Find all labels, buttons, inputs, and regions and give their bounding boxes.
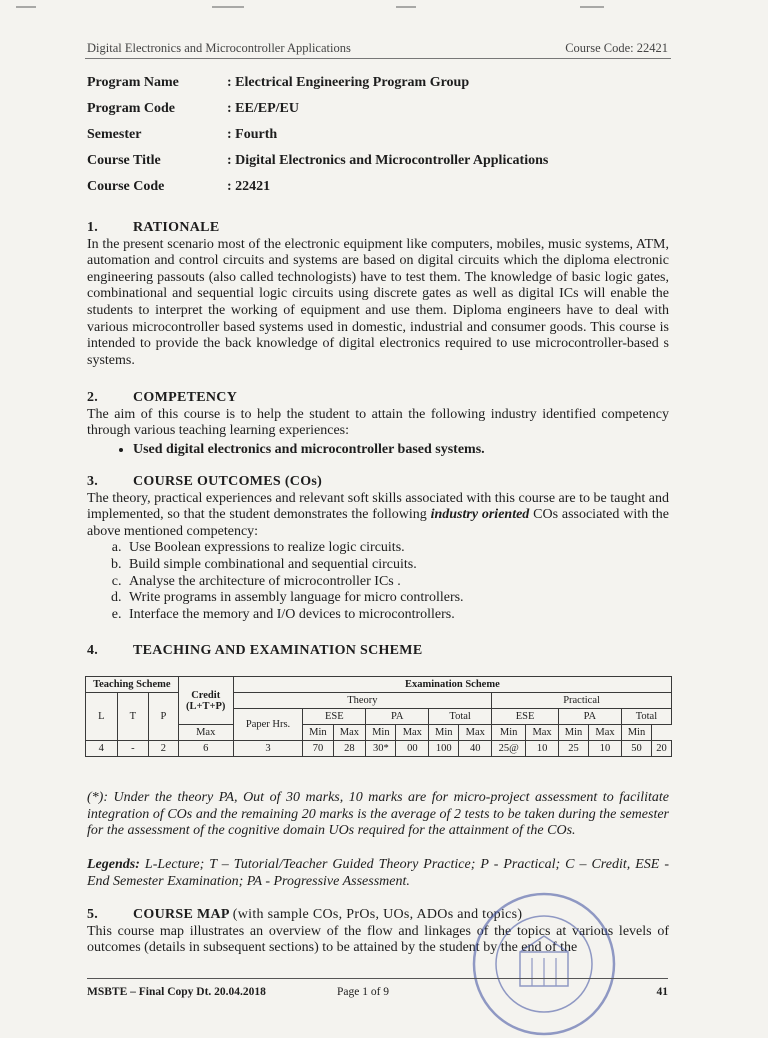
- min-header: Min: [621, 725, 651, 741]
- table-cell: 25@: [492, 741, 526, 757]
- theory-ese-header: ESE: [303, 709, 366, 725]
- header-course-code: Course Code: 22421: [565, 41, 668, 55]
- table-cell: 6: [178, 741, 233, 757]
- table-cell: 50: [621, 741, 651, 757]
- min-header: Min: [303, 725, 333, 741]
- outcome-item: b. Build simple combinational and sequential circuits.: [125, 557, 669, 574]
- max-header: Max: [589, 725, 622, 741]
- practical-header: Practical: [492, 693, 672, 709]
- section-title: COURSE OUTCOMES (COs): [133, 474, 323, 489]
- exam-scheme-header: Examination Scheme: [233, 677, 671, 693]
- info-value: : Fourth: [227, 127, 278, 142]
- scan-artifact: [396, 6, 416, 8]
- info-value: : 22421: [227, 179, 271, 194]
- page-number: Page 1 of 9: [337, 986, 390, 998]
- info-key: Program Code: [87, 101, 175, 116]
- legends: [87, 857, 669, 890]
- info-value: : Digital Electronics and Microcontroller Applications: [227, 153, 549, 168]
- outcomes-list: [87, 540, 669, 623]
- outcome-item: d. Write programs in assembly language for micro controllers.: [125, 590, 669, 607]
- table-cell: 70: [303, 741, 333, 757]
- info-row: [87, 179, 548, 205]
- section-title: COMPETENCY: [133, 390, 238, 405]
- info-key: Course Title: [87, 153, 161, 168]
- info-key: Semester: [87, 127, 142, 142]
- theory-total-header: Total: [429, 709, 492, 725]
- competency-item: • Used digital electronics and microcontroller based systems.: [133, 442, 669, 459]
- col-l: L: [86, 693, 118, 741]
- competency-list: [87, 442, 669, 459]
- practical-pa-header: PA: [558, 709, 621, 725]
- scheme-table: [85, 676, 672, 757]
- legends-label: Legends:: [87, 857, 140, 872]
- min-header: Min: [558, 725, 588, 741]
- outcomes-emphasis: industry oriented: [430, 507, 530, 523]
- info-key: Program Name: [87, 75, 179, 90]
- section-scheme: [87, 643, 669, 660]
- info-row: [87, 101, 548, 127]
- institution-seal: [466, 888, 622, 1038]
- rationale-text: In the present scenario most of the electronic equipment like computers, mobiles, music systems, ATM, automation and control circuits and systems are based on digital circuits which the diploma electronic engineering passouts (also called technologists) have to test them. The knowledge of basic logic gates, combinational and sequential logic circuits using discrete gates as well as digital ICs will enable the students to interpret the working of equipment and use them. Diploma engineers have to deal with various microcontroller based systems used in domestic, industrial and consumer goods. This course is intended to provide the back knowledge of digital electronics required to use microcontroller-based s systems.: [87, 236, 669, 368]
- table-cell: -: [117, 741, 149, 757]
- practical-total-header: Total: [621, 709, 671, 725]
- table-cell: 28: [333, 741, 366, 757]
- teaching-scheme-header: Teaching Scheme: [86, 677, 179, 693]
- table-cell: 10: [589, 741, 622, 757]
- info-row: [87, 75, 548, 101]
- section-heading: [87, 643, 669, 660]
- paper-hrs-header: Paper Hrs.: [233, 709, 303, 741]
- info-key: Course Code: [87, 179, 165, 194]
- outcomes-text-a: The theory, practical experiences and relevant soft skills associated with this course are to be taught and implemented, so that the student demonstrates the following: [87, 490, 669, 523]
- info-row: [87, 153, 548, 179]
- section-competency: [87, 390, 669, 458]
- pa-note: (*): Under the theory PA, Out of 30 marks, 10 marks are for micro-project assessment to facilitate integration of COs and the remaining 20 marks is the average of 2 tests to be taken during the semester for the assessment of the cognitive domain UOs required for the attainment of the COs.: [87, 790, 669, 839]
- section-heading: [87, 220, 669, 237]
- section-course-outcomes: [87, 474, 669, 623]
- outcomes-text-b: COs associated with the above mentioned competency:: [87, 507, 670, 539]
- min-header: Min: [366, 725, 396, 741]
- table-cell: 30*: [366, 741, 396, 757]
- footer-copy: MSBTE – Final Copy Dt. 20.04.2018: [87, 986, 266, 998]
- course-map-text: This course map illustrates an overview of the flow and linkages of the topics at various levels of outcomes (details in subsequent sections) to be attained by the student by the end of the: [87, 923, 669, 956]
- practical-ese-header: ESE: [492, 709, 559, 725]
- col-p: P: [149, 693, 179, 741]
- table-cell: 3: [233, 741, 303, 757]
- max-header: Max: [459, 725, 492, 741]
- scan-artifact: [212, 6, 244, 8]
- outcome-item: c. Analyse the architecture of microcontroller ICs .: [125, 574, 669, 591]
- theory-pa-header: PA: [366, 709, 429, 725]
- outcome-item: e. Interface the memory and I/O devices to microcontrollers.: [125, 607, 669, 624]
- section-heading: [87, 390, 669, 407]
- program-info: [87, 75, 548, 205]
- outcomes-text: [87, 491, 669, 541]
- table-cell: 00: [396, 741, 429, 757]
- table-cell: 100: [429, 741, 459, 757]
- section-heading: [87, 474, 669, 491]
- section-title: COURSE MAP: [133, 907, 229, 922]
- credit-header: Credit (L+T+P): [178, 677, 233, 725]
- header-divider: [85, 58, 671, 59]
- legends-text: L-Lecture; T – Tutorial/Teacher Guided Theory Practice; P - Practical; C – Credit, ESE - End Semester Examination; PA - Progressive Assessment.: [87, 857, 670, 889]
- section-number: 4.: [87, 643, 99, 658]
- header-course-name: Digital Electronics and Microcontroller Applications: [87, 41, 351, 55]
- col-t: T: [117, 693, 149, 741]
- table-cell: 10: [526, 741, 559, 757]
- table-cell: 20: [652, 741, 672, 757]
- section-number: 3.: [87, 474, 99, 489]
- section-rationale: [87, 220, 669, 369]
- section-title-suffix: (with sample COs, PrOs, UOs, ADOs and topics): [232, 907, 523, 922]
- outcome-item: a. Use Boolean expressions to realize logic circuits.: [125, 540, 669, 557]
- max-header: Max: [526, 725, 559, 741]
- info-value: : Electrical Engineering Program Group: [227, 75, 470, 90]
- info-row: [87, 127, 548, 153]
- table-cell: 40: [459, 741, 492, 757]
- table-cell: 2: [149, 741, 179, 757]
- page-header: [87, 41, 668, 56]
- min-header: Min: [429, 725, 459, 741]
- table-row: [86, 741, 672, 757]
- footer-divider: [87, 978, 668, 979]
- min-header: Min: [492, 725, 526, 741]
- section-number: 2.: [87, 390, 99, 405]
- footer-sheet-number: 41: [656, 986, 668, 998]
- table-cell: 4: [86, 741, 118, 757]
- section-title: RATIONALE: [133, 220, 220, 235]
- section-number: 5.: [87, 907, 99, 922]
- max-header: Max: [333, 725, 366, 741]
- theory-header: Theory: [233, 693, 491, 709]
- competency-text: The aim of this course is to help the student to attain the following industry identified competency through various teaching learning experiences:: [87, 406, 669, 439]
- max-header: Max: [178, 725, 233, 741]
- scan-artifact: [16, 6, 36, 8]
- section-title: TEACHING AND EXAMINATION SCHEME: [133, 643, 423, 658]
- scan-artifact: [580, 6, 604, 8]
- max-header: Max: [396, 725, 429, 741]
- section-number: 1.: [87, 220, 99, 235]
- info-value: : EE/EP/EU: [227, 101, 299, 116]
- table-cell: 25: [558, 741, 588, 757]
